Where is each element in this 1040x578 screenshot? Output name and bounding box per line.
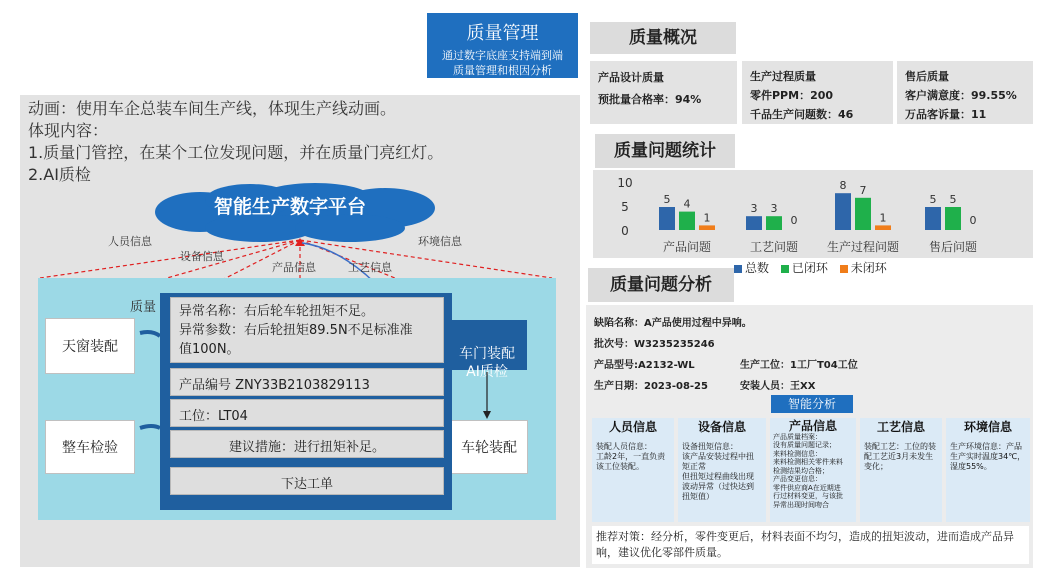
y-tick-label: 0 — [621, 224, 629, 238]
product-model: 产品型号:A2132-WL — [594, 360, 695, 371]
smart-analysis-button[interactable] — [771, 395, 853, 413]
card-env-body: 生产环境信息：产品 生产实时温度34℃， 湿度55%。 — [950, 442, 1026, 471]
bar-1-1 — [766, 216, 782, 230]
bar-value-label: 5 — [929, 193, 937, 206]
card-person-body: 装配人员信息： 工龄2年，一直负责 该工位装配。 — [596, 442, 666, 471]
label-device-info: 设备信息 — [180, 250, 224, 263]
desc-line-3: 1.质量门管控，在某个工位发现问题，并在质量门亮红灯。 — [28, 143, 444, 162]
station-door-ai-label: 车门装配 AI质检 — [459, 346, 515, 380]
issue-param-cont: 值100N。 — [179, 342, 240, 357]
station-text: 工位：LT04 — [179, 409, 248, 424]
design-pass-rate: 预批量合格率：94% — [598, 93, 702, 106]
overview-after-card — [897, 61, 1033, 124]
card-process-body: 装配工艺：工位的装 配工艺近3月未发生 变化； — [864, 442, 936, 471]
issue-name: 异常名称：右后轮车轮扭矩不足。 — [179, 304, 375, 319]
bar-2-0 — [835, 193, 851, 230]
product-number — [170, 368, 444, 396]
bar-0-1 — [679, 212, 695, 230]
after-complaints: 万品客诉量：11 — [905, 108, 987, 121]
recommended-measure-text: 推荐对策：经分析，零件变更后，材料表面不均匀，造成的扭矩波动，进而造成产品异响，建议优化零部件质量。 — [596, 530, 1014, 559]
issue-param: 异常参数：右后轮扭矩89.5N不足标准准 — [179, 323, 413, 338]
bar-value-label: 8 — [839, 179, 847, 193]
after-title: 售后质量 — [905, 70, 949, 83]
batch-number: 批次号：W3235235246 — [594, 339, 715, 350]
label-product-info: 产品信息 — [272, 261, 316, 274]
legend-open-swatch — [840, 265, 848, 273]
quality-gate-label: 质量 — [130, 300, 157, 315]
issue-info-box — [170, 297, 444, 363]
desc-line-1: 动画：使用车企总装车间生产线，体现生产线动画。 — [28, 99, 397, 118]
bar-3-0 — [925, 207, 941, 230]
label-env-info: 环境信息 — [418, 235, 462, 248]
card-process-title: 工艺信息 — [876, 420, 925, 434]
defect-name: 缺陷名称：A产品使用过程中异响。 — [594, 318, 752, 329]
installer: 安装人员：王XX — [740, 381, 816, 392]
bar-value-label: 5 — [663, 193, 671, 206]
category-label: 产品问题 — [662, 240, 712, 254]
recommended-measure — [592, 526, 1029, 564]
bar-value-label: 5 — [949, 193, 957, 206]
station-field — [170, 399, 444, 427]
category-label: 售后问题 — [928, 240, 978, 254]
advice-field — [170, 430, 444, 458]
legend-total: 总数 — [745, 261, 770, 275]
cloud-label: 智能生产数字平台 — [213, 196, 366, 218]
legend-closed-swatch — [781, 265, 789, 273]
bar-value-label: 0 — [969, 214, 977, 227]
card-product-body: 产品质量档案： 没有质量问题记录； 来料检测信息： 来料检测相关零件来料 检测结果均合格； 产品变更信息： 零件供应商A在近期进 行过材料变更，与该批 异常出现时间吻合 — [773, 432, 843, 509]
card-env-title: 环境信息 — [963, 420, 1012, 434]
bar-2-2 — [875, 225, 891, 230]
analysis-card-env — [946, 418, 1030, 522]
stats-header: 质量问题统计 — [595, 134, 735, 168]
legend-open: 未闭环 — [850, 261, 887, 275]
bar-0-2 — [699, 225, 715, 230]
bar-3-1 — [945, 207, 961, 230]
label-process-info: 工艺信息 — [348, 261, 392, 274]
production-station: 生产工位：1工厂T04工位 — [740, 360, 858, 371]
analysis-card-product — [770, 418, 856, 522]
analysis-card-person — [592, 418, 674, 522]
analysis-card-device — [678, 418, 766, 522]
y-tick-label: 5 — [621, 200, 629, 214]
page-title: 质量管理 — [466, 23, 539, 44]
issue-order-button[interactable] — [170, 467, 444, 495]
bar-1-0 — [746, 216, 762, 230]
station-sunroof-label: 天窗装配 — [62, 339, 118, 355]
bar-value-label: 4 — [683, 197, 691, 211]
bar-value-label: 3 — [750, 202, 758, 216]
station-vehicle-check-label: 整车检验 — [62, 440, 118, 456]
process-title: 生产过程质量 — [750, 70, 816, 83]
bar-0-0 — [659, 207, 675, 230]
overview-header: 质量概况 — [590, 22, 736, 54]
desc-line-2: 体现内容： — [28, 121, 109, 140]
bar-value-label: 7 — [859, 183, 867, 197]
category-label: 生产过程问题 — [826, 240, 900, 254]
issue-order-label: 下达工单 — [280, 477, 333, 492]
product-number-text: 产品编号 ZNY33B2103829113 — [179, 378, 370, 393]
card-person-title: 人员信息 — [608, 420, 657, 434]
production-date: 生产日期：2023-08-25 — [594, 381, 708, 392]
bar-value-label: 3 — [770, 202, 778, 216]
after-satisfaction: 客户满意度：99.55% — [905, 89, 1017, 102]
station-wheel-label: 车轮装配 — [461, 440, 517, 456]
card-device-body: 设备扭矩信息： 该产品安装过程中扭 矩正常 但扭矩过程曲线出现 波动异常（过快达到 扭矩值） — [682, 442, 754, 501]
y-tick-label: 10 — [617, 176, 633, 190]
page-subtitle: 通过数字底座支持端到端质量管理和根因分析 — [442, 49, 563, 77]
card-product-title: 产品信息 — [788, 419, 837, 433]
advice-text: 建议措施：进行扭矩补足。 — [228, 440, 385, 455]
bar-value-label: 1 — [703, 211, 711, 225]
bar-value-label: 1 — [879, 211, 887, 225]
stats-chart — [593, 170, 1033, 260]
analysis-details — [594, 313, 1024, 397]
smart-analysis-label: 智能分析 — [787, 397, 836, 411]
design-title: 产品设计质量 — [598, 71, 664, 84]
analysis-card-process — [860, 418, 942, 522]
overview-design-card — [590, 61, 737, 124]
process-issue-count: 千品生产问题数：46 — [750, 108, 854, 121]
bar-value-label: 0 — [790, 214, 798, 227]
overview-process-card — [742, 61, 893, 124]
stats-legend — [734, 259, 887, 276]
process-ppm: 零件PPM：200 — [750, 89, 834, 102]
analysis-header: 质量问题分析 — [588, 268, 734, 302]
legend-closed: 已闭环 — [791, 261, 828, 275]
desc-line-4: 2.AI质检 — [28, 165, 91, 184]
card-device-title: 设备信息 — [697, 420, 746, 434]
legend-total-swatch — [734, 265, 742, 273]
label-person-info: 人员信息 — [108, 235, 152, 248]
category-label: 工艺问题 — [749, 240, 799, 254]
bar-2-1 — [855, 198, 871, 230]
